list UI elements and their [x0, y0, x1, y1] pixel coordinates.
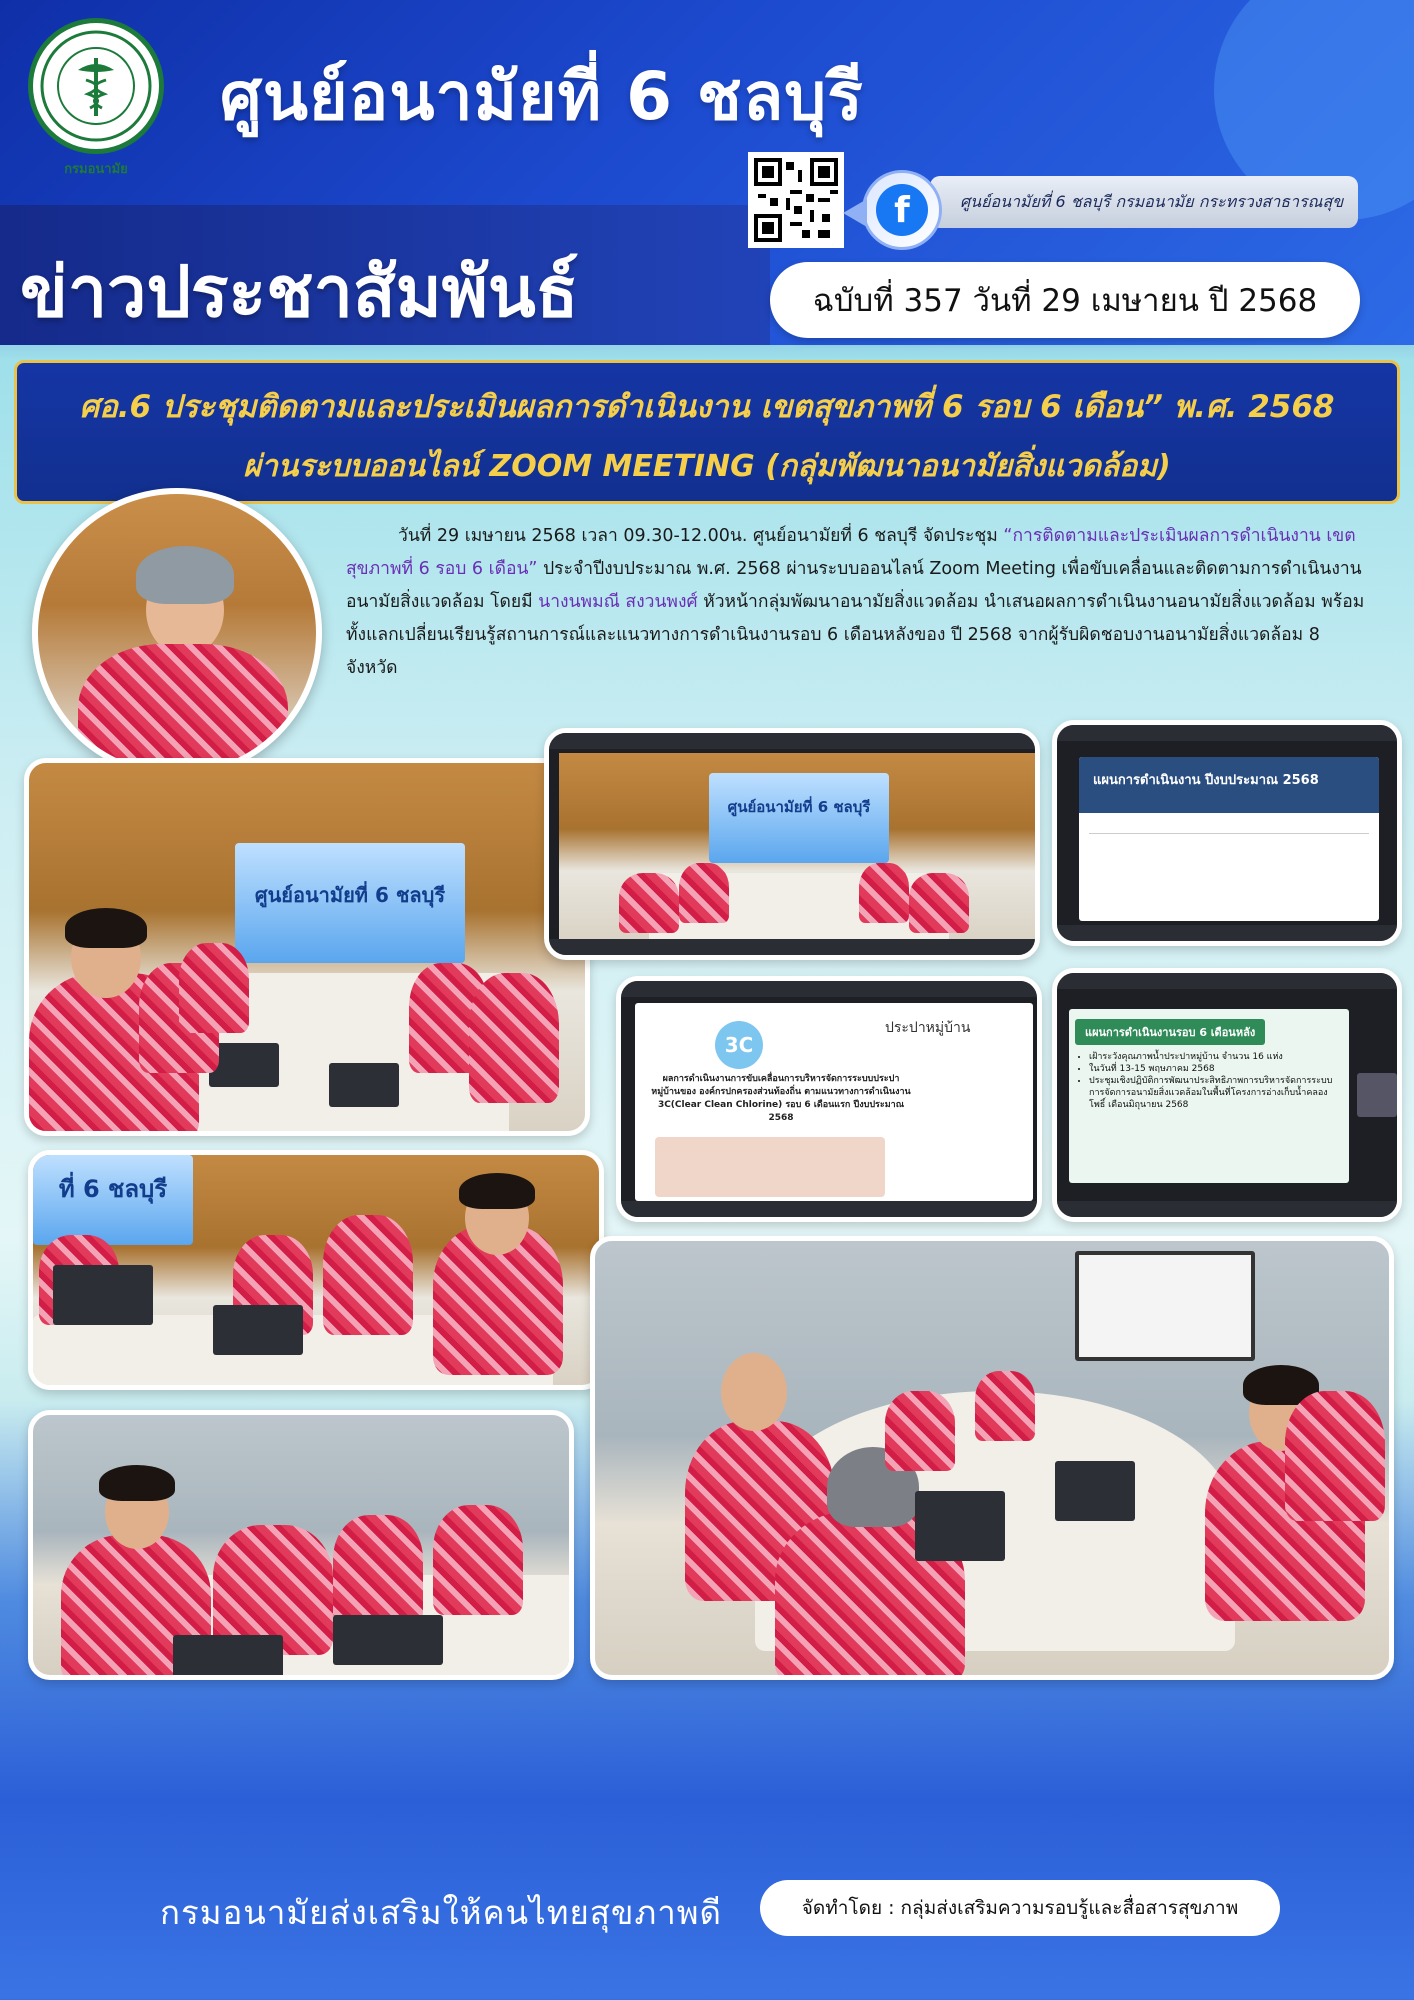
photo-attendees-group-2: [28, 1410, 574, 1680]
room-banner-zoom: ศูนย์อนามัยที่ 6 ชลบุรี: [709, 773, 889, 863]
attendee-hair: [459, 1173, 535, 1209]
photo-attendees-group-1: [28, 1150, 604, 1390]
laptop: [329, 1063, 399, 1107]
meeting-name-highlight: “การติดตามและประเมินผลการดำเนินงาน เขตสุขภาพที่ 6 รอบ 6 เดือน”: [346, 526, 1356, 579]
3c-badge: 3C: [715, 1021, 763, 1069]
laptop: [53, 1265, 153, 1325]
zoom-video-feed: [559, 753, 1035, 943]
plan-slide-title: แผนการดำเนินงาน ปีงบประมาณ 2568: [1079, 757, 1379, 813]
qr-code[interactable]: [748, 152, 844, 248]
next-plan-item: • ในวันที่ 13-15 พฤษภาคม 2568: [1089, 1063, 1339, 1075]
laptop: [173, 1635, 283, 1680]
photo-zoom-slide-3c: [616, 976, 1042, 1222]
caduceus-icon: [38, 28, 154, 144]
headline-line-1: ศอ.6 ประชุมติดตามและประเมินผลการดำเนินงาน เขตสุขภาพที่ 6 รอบ 6 เดือน” พ.ศ. 2568: [79, 389, 1335, 425]
facebook-icon: f: [876, 184, 928, 236]
laptop: [213, 1305, 303, 1355]
attendee-hair: [99, 1465, 175, 1501]
attendee: [679, 863, 729, 923]
footer-slogan: กรมอนามัยส่งเสริมให้คนไทยสุขภาพดี: [160, 1893, 722, 1932]
3c-slide-title: ผลการดำเนินงานการขับเคลื่อนการบริหารจัดการระบบประปาหมู่บ้านของ องค์กรปกครองส่วนท้องถิ่น ตามแนวทางการดำเนินงาน 3C(Clear Clean Chlorine) รอบ 6 เดือนแรก ปีงบประมาณ 2568: [651, 1074, 911, 1123]
attendee: [333, 1515, 423, 1625]
qr-code-icon: [754, 158, 838, 242]
next-plan-item: • เฝ้าระวังคุณภาพน้ำประปาหมู่บ้าน จำนวน 16 แห่ง: [1089, 1051, 1339, 1063]
room-banner: ศูนย์อนามัยที่ 6 ชลบุรี: [235, 843, 465, 963]
issue-info: ฉบับที่ 357 วันที่ 29 เมษายน ปี 2568: [770, 262, 1360, 338]
facebook-bubble[interactable]: [862, 170, 942, 250]
next-plan-slide-title: แผนการดำเนินงานรอบ 6 เดือนหลัง: [1075, 1019, 1265, 1045]
attendee: [859, 863, 909, 923]
zoom-top-bar: [1057, 973, 1397, 989]
photo-meeting-room-right: [590, 1236, 1394, 1680]
next-plan-list: [1089, 1051, 1339, 1111]
room-banner-partial: ที่ 6 ชลบุรี: [33, 1155, 193, 1245]
plan-slide: [1079, 757, 1379, 921]
attendee-hair: [65, 908, 147, 948]
photo-meeting-room-left: [24, 758, 590, 1136]
attendee: [1285, 1391, 1385, 1521]
news-title: ข่าวประชาสัมพันธ์: [20, 251, 579, 333]
logo-caption: กรมอนามัย: [64, 162, 128, 177]
zoom-toolbar[interactable]: [1057, 925, 1397, 941]
zoom-toolbar[interactable]: [549, 939, 1035, 955]
zoom-toolbar[interactable]: [621, 1201, 1037, 1217]
next-plan-slide: [1069, 1009, 1349, 1183]
headline-box: [14, 360, 1400, 504]
attendee: [323, 1215, 413, 1335]
zoom-top-bar: [549, 733, 1035, 749]
handshake-image: [655, 1137, 885, 1197]
waterworks-sign: ประปาหมู่บ้าน: [885, 1020, 971, 1036]
laptop: [1055, 1461, 1135, 1521]
attendee: [885, 1391, 955, 1471]
org-title: ศูนย์อนามัยที่ 6 ชลบุรี: [220, 58, 864, 135]
presenter-name-highlight: นางนพมณี สงวนพงศ์: [538, 592, 698, 612]
moph-logo: [28, 18, 164, 154]
zoom-participant-thumbnail: [1357, 1073, 1397, 1117]
presenter-portrait: [32, 488, 322, 778]
zoom-toolbar[interactable]: [1057, 1201, 1397, 1217]
laptop: [915, 1491, 1005, 1561]
wall-display-screen: [1075, 1251, 1255, 1361]
attendee: [469, 973, 559, 1103]
plan-slide-timeline: [1089, 833, 1369, 903]
facebook-page-label[interactable]: ศูนย์อนามัยที่ 6 ชลบุรี กรมอนามัย กระทรวงสาธารณสุข: [930, 176, 1358, 228]
footer-credit: จัดทำโดย : กลุ่มส่งเสริมความรอบรู้และสื่อสารสุขภาพ: [760, 1880, 1280, 1936]
attendee: [433, 1505, 523, 1615]
attendee: [179, 943, 249, 1033]
3c-slide: [635, 1003, 1033, 1201]
portrait-hair: [136, 546, 234, 604]
zoom-top-bar: [621, 981, 1037, 997]
next-plan-item: • ประชุมเชิงปฏิบัติการพัฒนาประสิทธิภาพการบริหารจัดการระบบการจัดการอนามัยสิ่งแวดล้อมในพื้นที่โครงการอ่างเก็บน้ำคลองโพธิ์ เดือนมิถุนายน 2568: [1089, 1075, 1339, 1111]
zoom-top-bar: [1057, 725, 1397, 741]
attendee-head: [721, 1353, 787, 1431]
body-part-3: หัวหน้ากลุ่มพัฒนาอนามัยสิ่งแวดล้อม นำเสนอผลการดำเนินงานอนามัยสิ่งแวดล้อม พร้อมทั้งแลกเปลี่ยนเรียนรู้สถานการณ์และแนวทางการดำเนินงานรอบ 6 เดือนหลังของ ปี 2568 จากผู้รับผิดชอบงานอนามัยสิ่งแวดล้อม 8 จังหวัด: [346, 592, 1365, 678]
photo-zoom-room-view: [544, 728, 1040, 960]
body-part-2: ประจำปีงบประมาณ พ.ศ. 2568 ผ่านระบบออนไลน์ Zoom Meeting เพื่อขับเคลื่อนและติดตามการดำเนินงานอนามัยสิ่งแวดล้อม โดยมี: [346, 559, 1362, 612]
headline-line-2: ผ่านระบบออนไลน์ ZOOM MEETING (กลุ่มพัฒนาอนามัยสิ่งแวดล้อม): [243, 449, 1171, 484]
attendee: [975, 1371, 1035, 1441]
laptop: [209, 1043, 279, 1087]
laptop: [333, 1615, 443, 1665]
photo-zoom-slide-next-plan: [1052, 968, 1402, 1222]
attendee: [909, 873, 969, 933]
body-part-1: วันที่ 29 เมษายน 2568 เวลา 09.30-12.00น. ศูนย์อนามัยที่ 6 ชลบุรี จัดประชุม: [398, 526, 1004, 546]
photo-zoom-slide-plan: [1052, 720, 1402, 946]
article-body: [346, 520, 1366, 685]
attendee: [619, 873, 679, 933]
